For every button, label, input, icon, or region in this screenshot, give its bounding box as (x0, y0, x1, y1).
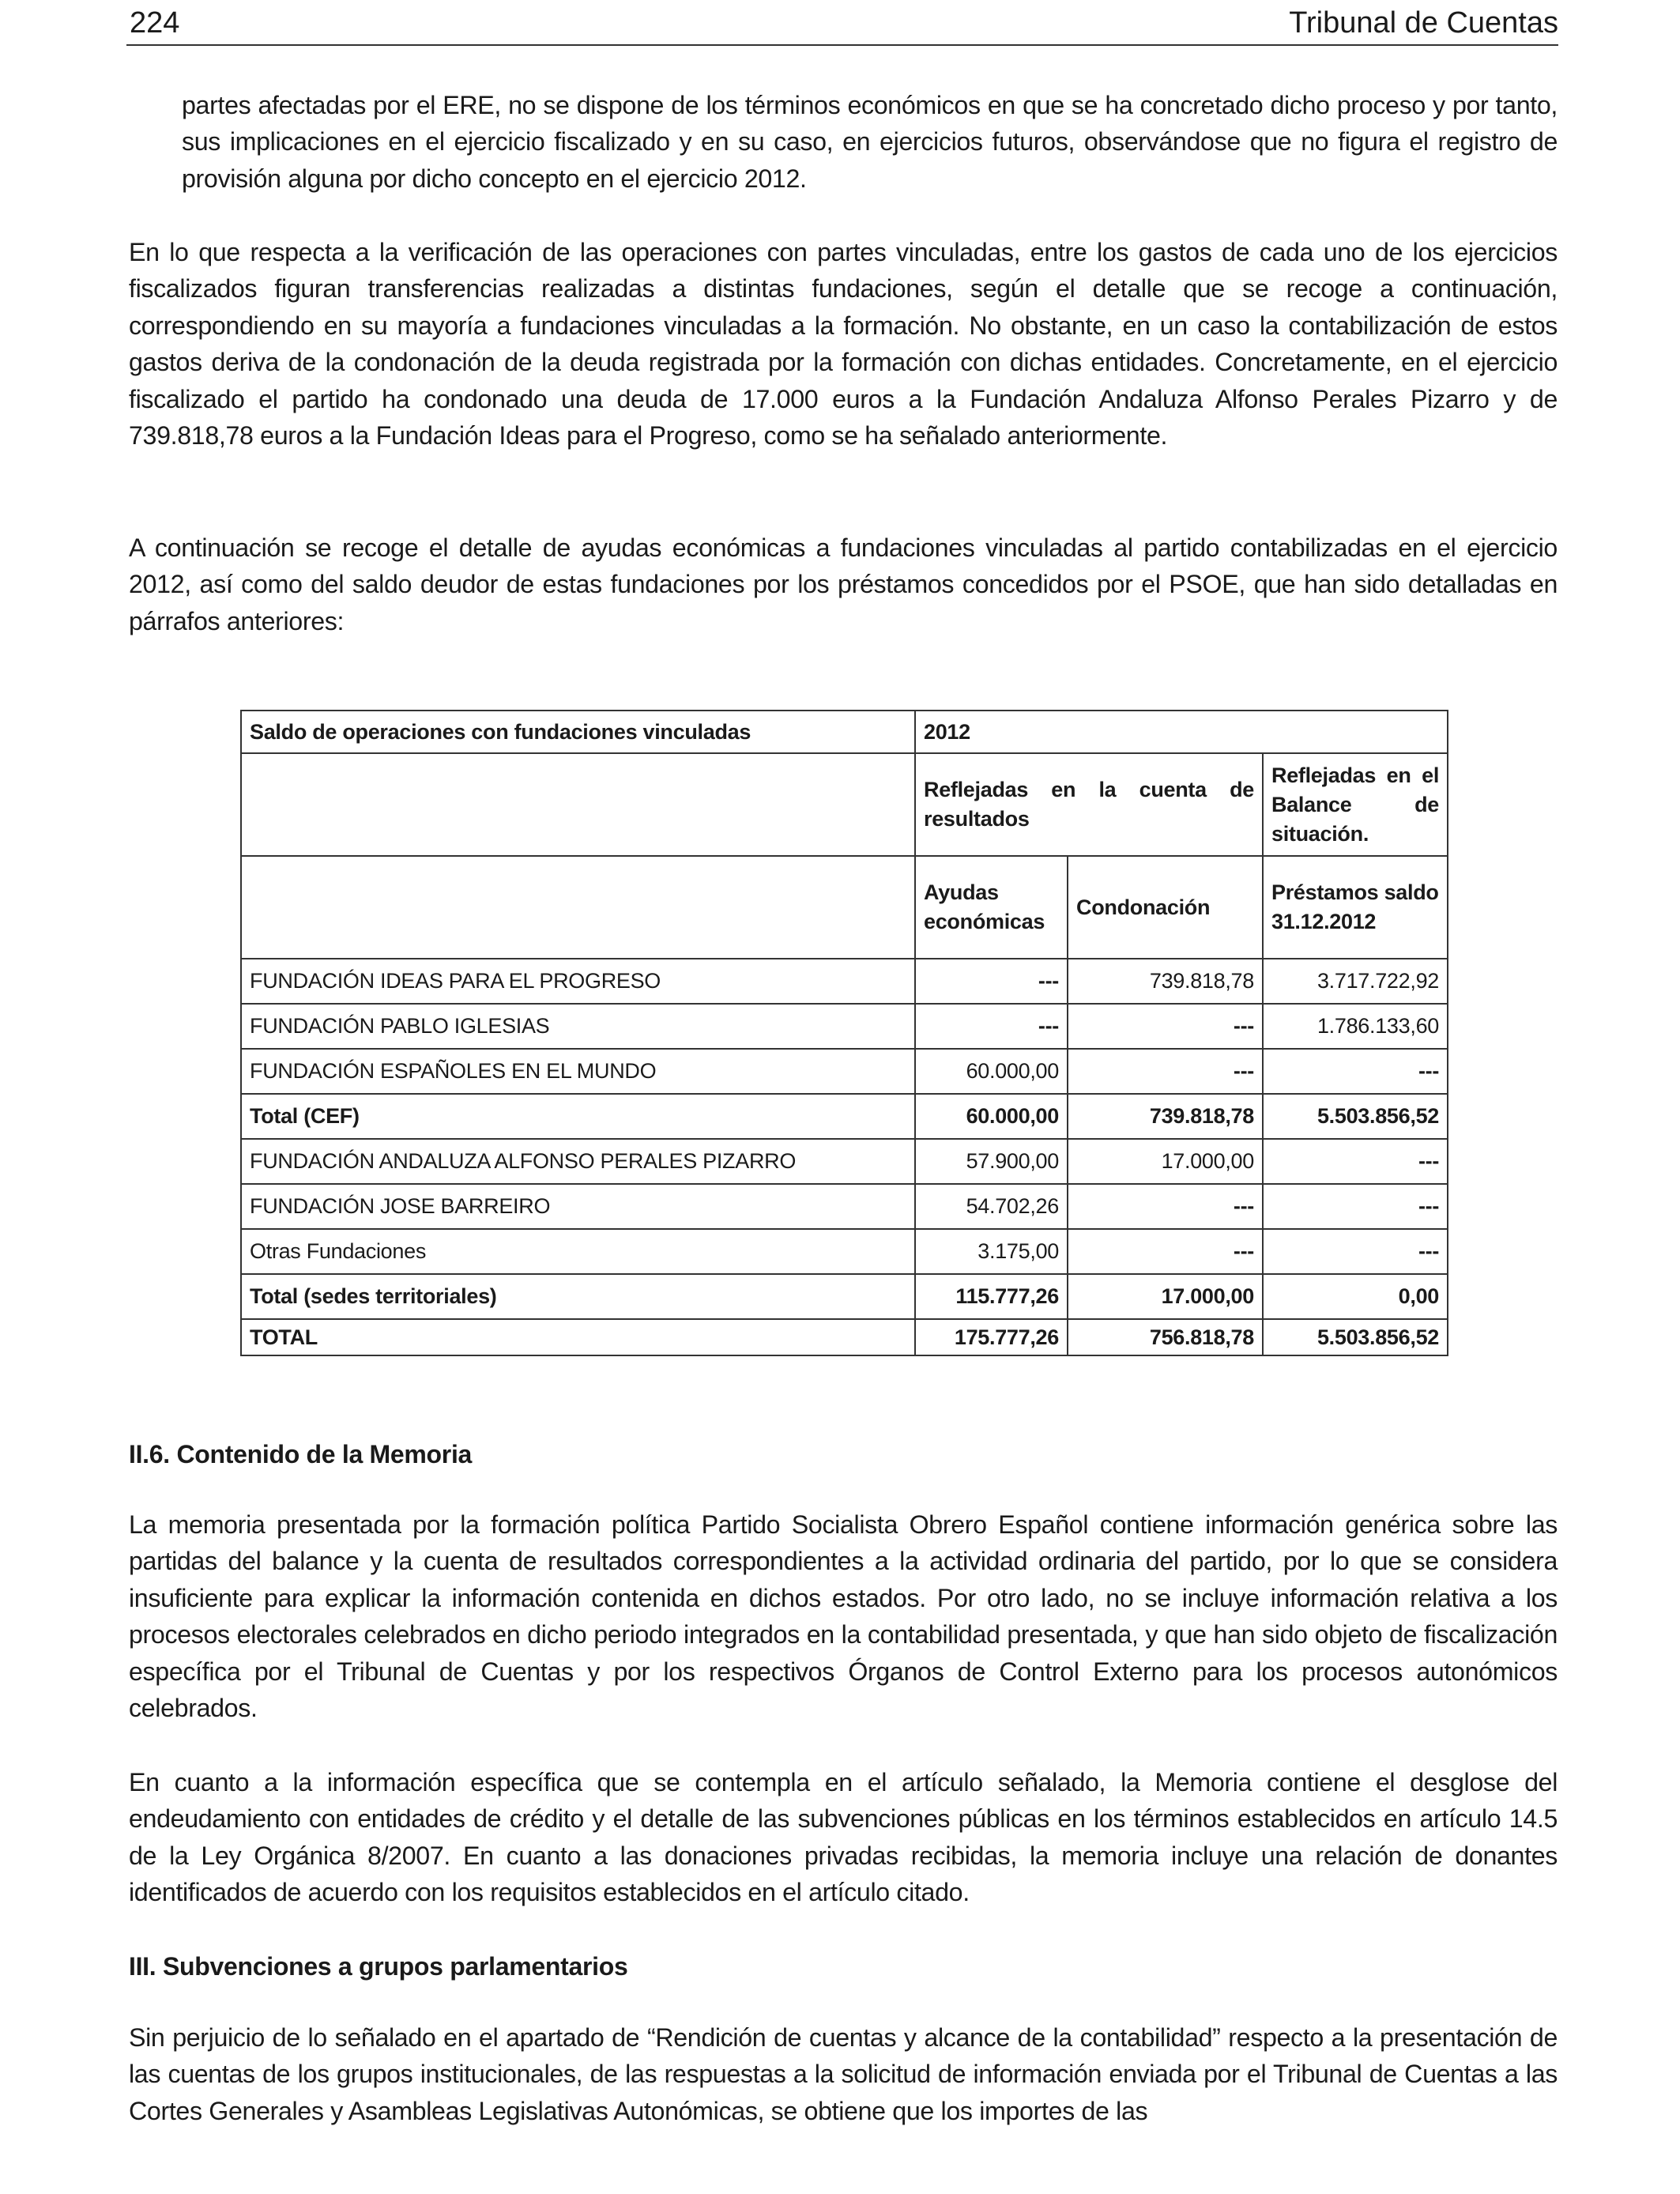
group-cuenta-resultados: Reflejadas en la cuenta de resultados (915, 753, 1263, 856)
paragraph-subvenciones: Sin perjuicio de lo señalado en el apartado de “Rendición de cuentas y alcance de la contabilidad” respecto a la presentación de las cuentas de los grupos institucionales, de las respuestas a la solicitud de información enviada por el Tribunal de Cuentas a las Cortes Generales y Asambleas Legislativas Autonómicas, se obtiene que los importes de las (129, 2023, 1558, 2125)
cell-condonacion: 17.000,00 (1068, 1274, 1263, 1319)
table-body (241, 959, 1448, 1355)
cell-ayudas: 54.702,26 (915, 1184, 1068, 1229)
page-number: 224 (130, 6, 180, 40)
col-ayudas-economicas: Ayudas económicas (915, 856, 1068, 959)
table-title: Saldo de operaciones con fundaciones vinculadas (241, 711, 915, 753)
paragraph-partes-vinculadas: En lo que respecta a la verificación de las operaciones con partes vinculadas, entre los gastos de cada uno de los ejercicios fiscalizados figuran transferencias realizadas a distintas fundaciones, según el detalle que se recoge a continuación, correspondiendo en su mayoría a fundaciones vinculadas a la formación. No obstante, en un caso la contabilización de estos gastos deriva de la condonación de la deuda registrada por la formación con dichas entidades. Concretamente, en el ejercicio fiscalizado el partido ha condonado una deuda de 17.000 euros a la Fundación Andaluza Alfonso Perales Pizarro y de 739.818,78 euros a la Fundación Ideas para el Progreso, como se ha señalado anteriormente. (129, 238, 1558, 450)
page-header (126, 0, 1558, 46)
cell-prestamos: 5.503.856,52 (1263, 1319, 1448, 1355)
table-row (241, 1139, 1448, 1184)
table-row (241, 1094, 1448, 1139)
table-year: 2012 (915, 711, 1448, 753)
cell-fundacion: Otras Fundaciones (241, 1229, 915, 1274)
cell-condonacion: 739.818,78 (1068, 959, 1263, 1004)
paragraph-informacion-especifica: En cuanto a la información específica que se contempla en el artículo señalado, la Memoria contiene el desglose del endeudamiento con entidades de crédito y el detalle de las subvenciones públicas en los términos establecidos en artículo 14.5 de la Ley Orgánica 8/2007. En cuanto a las donaciones privadas recibidas, la memoria incluye una relación de donantes identificados de acuerdo con los requisitos establecidos en el artículo citado. (129, 1768, 1558, 1907)
cell-fundacion: FUNDACIÓN PABLO IGLESIAS (241, 1004, 915, 1049)
cell-fundacion: Total (CEF) (241, 1094, 915, 1139)
cell-condonacion: 756.818,78 (1068, 1319, 1263, 1355)
table-row (241, 1049, 1448, 1094)
cell-prestamos: --- (1263, 1049, 1448, 1094)
cell-fundacion: FUNDACIÓN ANDALUZA ALFONSO PERALES PIZARRO (241, 1139, 915, 1184)
table-header-row (241, 711, 1448, 753)
cell-fundacion: Total (sedes territoriales) (241, 1274, 915, 1319)
paragraph-detalle-ayudas: A continuación se recoge el detalle de ayudas económicas a fundaciones vinculadas al partido contabilizadas en el ejercicio 2012, así como del saldo deudor de estas fundaciones por los préstamos concedidos por el PSOE, que han sido detalladas en párrafos anteriores: (129, 533, 1558, 635)
col-condonacion: Condonación (1068, 856, 1263, 959)
cell-prestamos: 0,00 (1263, 1274, 1448, 1319)
cell-prestamos: --- (1263, 1229, 1448, 1274)
cell-ayudas: 60.000,00 (915, 1049, 1068, 1094)
cell-ayudas: 175.777,26 (915, 1319, 1068, 1355)
cell-ayudas: 3.175,00 (915, 1229, 1068, 1274)
col-prestamos-saldo: Préstamos saldo 31.12.2012 (1263, 856, 1448, 959)
table-row (241, 1184, 1448, 1229)
cell-prestamos: 1.786.133,60 (1263, 1004, 1448, 1049)
section-heading-memoria: II.6. Contenido de la Memoria (129, 1440, 473, 1468)
section-heading-subvenciones: III. Subvenciones a grupos parlamentarios (129, 1952, 628, 1981)
cell-prestamos: --- (1263, 1139, 1448, 1184)
cell-fundacion: FUNDACIÓN ESPAÑOLES EN EL MUNDO (241, 1049, 915, 1094)
cell-ayudas: --- (915, 1004, 1068, 1049)
cell-condonacion: 17.000,00 (1068, 1139, 1263, 1184)
table-row (241, 1004, 1448, 1049)
cell-condonacion: --- (1068, 1049, 1263, 1094)
cell-ayudas: 115.777,26 (915, 1274, 1068, 1319)
cell-condonacion: --- (1068, 1004, 1263, 1049)
fundaciones-table (240, 710, 1448, 1356)
cell-condonacion: --- (1068, 1184, 1263, 1229)
paragraph-memoria: La memoria presentada por la formación política Partido Socialista Obrero Español contiene información genérica sobre las partidas del balance y la cuenta de resultados correspondientes a la actividad ordinaria del partido, por lo que se considera insuficiente para explicar la información contenida en dichos estados. Por otro lado, no se incluye información relativa a los procesos electorales celebrados en dicho periodo integrados en la contabilidad presentada, y que han sido objeto de fiscalización específica por el Tribunal de Cuentas y por los respectivos Órganos de Control Externo para los procesos autonómicos celebrados. (129, 1510, 1558, 1723)
cell-fundacion: TOTAL (241, 1319, 915, 1355)
table-group-row (241, 753, 1448, 856)
table-row (241, 1229, 1448, 1274)
paragraph-ere: partes afectadas por el ERE, no se dispone de los términos económicos en que se ha concretado dicho proceso y por tanto, sus implicaciones en el ejercicio fiscalizado y en su caso, en ejercicios futuros, observándose que no figura el registro de provisión alguna por dicho concepto en el ejercicio 2012. (182, 91, 1558, 193)
cell-ayudas: --- (915, 959, 1068, 1004)
cell-condonacion: --- (1068, 1229, 1263, 1274)
group-balance-situacion: Reflejadas en el Balance de situación. (1263, 753, 1448, 856)
table-column-row (241, 856, 1448, 959)
cell-ayudas: 60.000,00 (915, 1094, 1068, 1139)
cell-fundacion: FUNDACIÓN IDEAS PARA EL PROGRESO (241, 959, 915, 1004)
cell-fundacion: FUNDACIÓN JOSE BARREIRO (241, 1184, 915, 1229)
cell-prestamos: 3.717.722,92 (1263, 959, 1448, 1004)
header-title: Tribunal de Cuentas (1289, 6, 1558, 40)
table-row (241, 1319, 1448, 1355)
table-row (241, 959, 1448, 1004)
table-row (241, 1274, 1448, 1319)
cell-prestamos: 5.503.856,52 (1263, 1094, 1448, 1139)
cell-ayudas: 57.900,00 (915, 1139, 1068, 1184)
cell-condonacion: 739.818,78 (1068, 1094, 1263, 1139)
cell-prestamos: --- (1263, 1184, 1448, 1229)
